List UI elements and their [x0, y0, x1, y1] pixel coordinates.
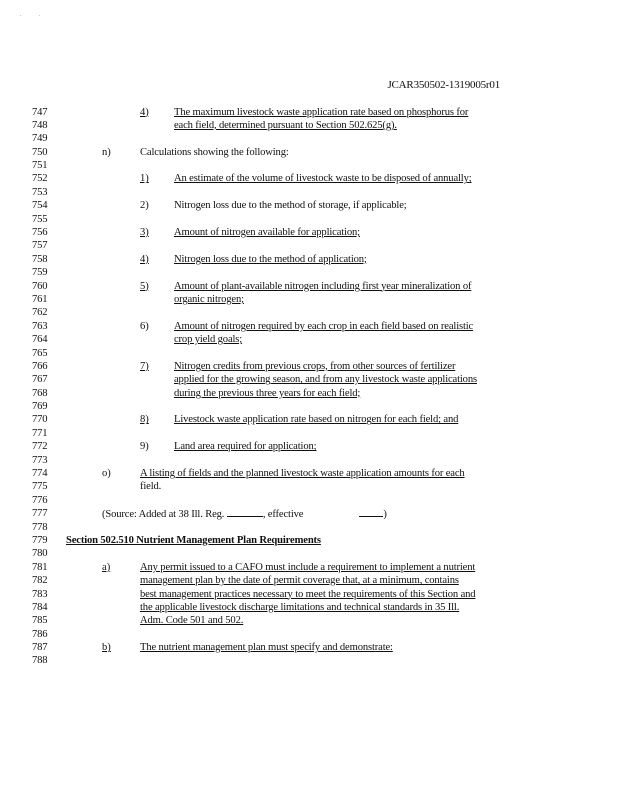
line-number: 768: [32, 387, 48, 399]
document-line: [0, 494, 618, 507]
line-number: 763: [32, 320, 48, 332]
line-number: 776: [32, 494, 48, 506]
document-line: [0, 588, 618, 601]
item-label: 9): [140, 441, 149, 453]
document-line: [0, 440, 618, 453]
line-text: Any permit issued to a CAFO must include a requirement to implement a nutrient: [140, 561, 476, 573]
line-number: 766: [32, 360, 48, 372]
line-number: 774: [32, 468, 48, 480]
effective-date-blank: [359, 507, 383, 517]
line-number: 761: [32, 293, 48, 305]
register-volume-blank: [227, 507, 263, 517]
line-number: 769: [32, 401, 48, 413]
document-line: [0, 507, 618, 520]
line-number: 781: [32, 561, 48, 573]
line-number: 788: [32, 655, 48, 667]
line-number: 749: [32, 133, 48, 145]
section-heading: Section 502.510 Nutrient Management Plan Requirements: [66, 534, 321, 546]
line-text: The maximum livestock waste application rate based on phosphorus for: [174, 106, 469, 118]
document-line: [0, 454, 618, 467]
line-text: crop yield goals;: [174, 334, 243, 346]
line-number: 780: [32, 548, 48, 560]
document-line: [0, 172, 618, 185]
document-line: [0, 293, 618, 306]
line-number: 772: [32, 441, 48, 453]
document-line: [0, 239, 618, 252]
document-line: [0, 159, 618, 172]
item-label: 2): [140, 200, 149, 212]
line-number: 767: [32, 374, 48, 386]
document-line: [0, 614, 618, 627]
line-number: 752: [32, 173, 48, 185]
line-number: 787: [32, 642, 48, 654]
item-label: b): [102, 642, 111, 654]
item-label: 1): [140, 173, 149, 185]
line-text: The nutrient management plan must specify and demonstrate:: [140, 642, 393, 654]
line-text: Amount of nitrogen required by each crop in each field based on realistic: [174, 320, 474, 332]
document-line: [0, 119, 618, 132]
document-line: [0, 213, 618, 226]
item-label: 5): [140, 280, 149, 292]
line-number: 747: [32, 106, 48, 118]
line-text: during the previous three years for each field;: [174, 387, 361, 399]
document-line: [0, 561, 618, 574]
document-line: [0, 306, 618, 319]
line-text: each field, determined pursuant to Section 502.625(g).: [174, 119, 397, 131]
document-line: [0, 641, 618, 654]
line-number: 775: [32, 481, 48, 493]
document-line: [0, 427, 618, 440]
document-line: [0, 373, 618, 386]
line-number: 765: [32, 347, 48, 359]
document-line: [0, 360, 618, 373]
line-number: 783: [32, 588, 48, 600]
line-number: 771: [32, 427, 48, 439]
line-text: A listing of fields and the planned livestock waste application amounts for each: [140, 468, 465, 480]
document-line: [0, 467, 618, 480]
line-text: Amount of plant-available nitrogen including first year mineralization of: [174, 280, 472, 292]
line-number: 759: [32, 267, 48, 279]
line-number: 755: [32, 213, 48, 225]
line-number: 782: [32, 575, 48, 587]
document-line: [0, 106, 618, 119]
line-text: Amount of nitrogen available for application;: [174, 227, 360, 238]
document-line: [0, 199, 618, 212]
line-number: 764: [32, 334, 48, 346]
item-label: 3): [140, 227, 149, 238]
line-text: Adm. Code 501 and 502.: [140, 615, 244, 627]
document-line: [0, 654, 618, 667]
corner-mark: . .: [20, 12, 49, 18]
document-line: [0, 280, 618, 293]
source-prefix: (Source: Added at 38 Ill. Reg.: [102, 509, 225, 521]
line-text: Nitrogen credits from previous crops, from other sources of fertilizer: [174, 360, 456, 372]
line-text: Nitrogen loss due to the method of storage, if applicable;: [174, 200, 407, 212]
line-number: 748: [32, 119, 48, 131]
document-line: [0, 574, 618, 587]
document-line: [0, 226, 618, 239]
document-line: [0, 266, 618, 279]
source-end: ): [383, 509, 387, 521]
line-text: Nitrogen loss due to the method of application;: [174, 253, 367, 265]
line-number: 757: [32, 240, 48, 252]
line-text: Calculations showing the following:: [140, 146, 289, 158]
line-number: 779: [32, 534, 48, 546]
line-number: 784: [32, 601, 48, 613]
item-label: 6): [140, 320, 149, 332]
document-id: JCAR350502-1319005r01: [387, 79, 500, 91]
line-number: 778: [32, 521, 48, 533]
source-mid: , effective: [262, 509, 304, 521]
line-number: 751: [32, 160, 48, 172]
document-line: [0, 186, 618, 199]
line-number: 770: [32, 414, 48, 426]
item-label: o): [102, 468, 111, 480]
document-line: [0, 601, 618, 614]
item-label: 4): [140, 106, 149, 118]
document-line: [0, 320, 618, 333]
line-number: 758: [32, 253, 48, 265]
document-line: [0, 400, 618, 413]
item-label: 8): [140, 414, 149, 426]
line-text: Livestock waste application rate based on nitrogen for each field; and: [174, 414, 459, 426]
document-line: [0, 132, 618, 145]
item-label: n): [102, 146, 111, 158]
line-number: 762: [32, 307, 48, 319]
document-line: [0, 534, 618, 547]
line-number: 773: [32, 454, 48, 466]
document-line: [0, 413, 618, 426]
source-note: [102, 507, 387, 521]
document-line: [0, 480, 618, 493]
item-label: a): [102, 561, 111, 573]
line-number: 760: [32, 280, 48, 292]
line-number: 753: [32, 186, 48, 198]
document-line: [0, 547, 618, 560]
line-text: applied for the growing season, and from any livestock waste applications: [174, 374, 477, 386]
line-text: Land area required for application;: [174, 441, 317, 453]
line-number: 750: [32, 146, 48, 158]
line-text: best management practices necessary to meet the requirements of this Section and: [140, 588, 476, 600]
document-line: [0, 387, 618, 400]
document-line: [0, 146, 618, 159]
line-text: management plan by the date of permit coverage that, at a minimum, contains: [140, 575, 459, 587]
item-label: 7): [140, 360, 149, 372]
document-line: [0, 521, 618, 534]
line-number: 754: [32, 200, 48, 212]
document-line: [0, 347, 618, 360]
line-text: organic nitrogen;: [174, 293, 244, 305]
line-number: 777: [32, 508, 48, 520]
line-text: field.: [140, 481, 162, 493]
line-number: 786: [32, 628, 48, 640]
document-line: [0, 333, 618, 346]
line-text: the applicable livestock discharge limitations and technical standards in 35 Ill.: [140, 601, 460, 613]
line-number: 756: [32, 227, 48, 238]
document-line: [0, 628, 618, 641]
document-line: [0, 253, 618, 266]
item-label: 4): [140, 253, 149, 265]
line-text: An estimate of the volume of livestock waste to be disposed of annually;: [174, 173, 472, 185]
line-number: 785: [32, 615, 48, 627]
